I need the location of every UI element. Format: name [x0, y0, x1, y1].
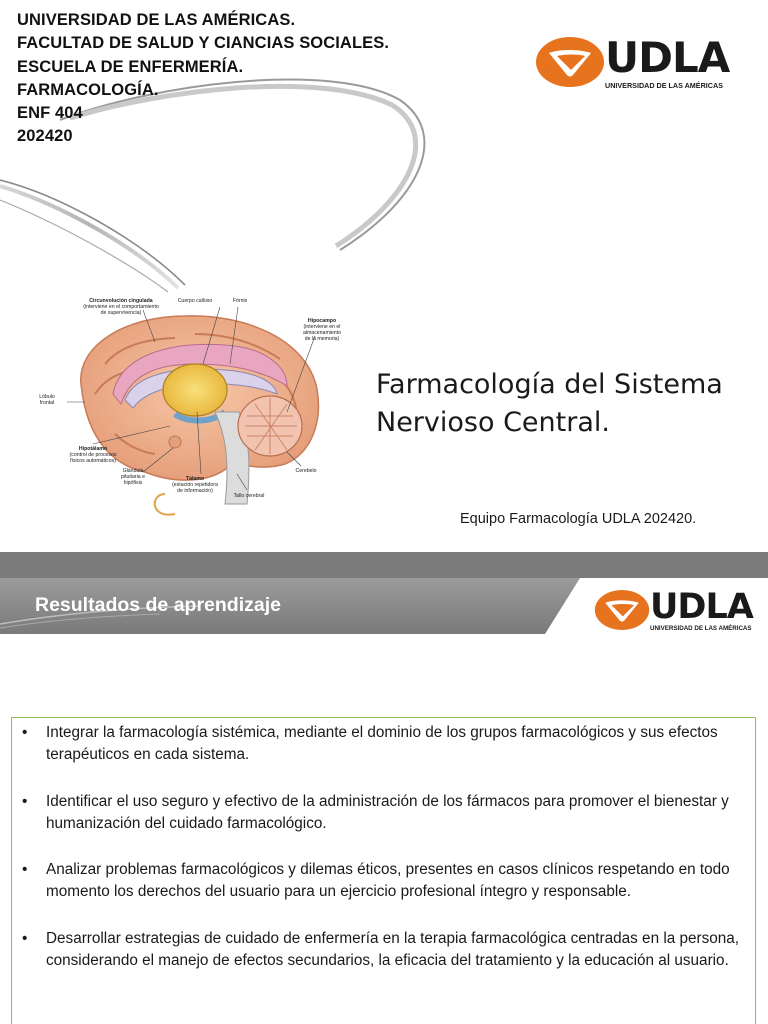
team-credit: Equipo Farmacología UDLA 202420.: [460, 511, 697, 527]
label-hipotalamo-note: (control de procesos: [69, 452, 117, 458]
udla-logo-mark-icon: [594, 589, 650, 631]
label-hipotalamo: Hipotálamo: [78, 446, 108, 452]
outcome-text: Integrar la farmacología sistémica, mediante el dominio de los grupos farmacológicos y sus efectos terapéuticos en cada sistema.: [46, 724, 718, 764]
header-line: ENF 404: [17, 104, 83, 123]
title-line: Farmacología del Sistema: [376, 369, 723, 400]
label-talamo: Tálamo: [185, 476, 205, 482]
label-hipocampo-note: (interviene en el: [303, 324, 341, 330]
label-hipocampo-note: almacenamiento: [302, 330, 342, 336]
label-circunvolucion-note: de supervivencia): [100, 310, 142, 316]
outcome-text: Desarrollar estrategias de cuidado de enfermería en la terapia farmacológica centradas en la persona, considerando el manejo de efectos secundarios, la eficacia del tratamiento y la educación al usuario.: [46, 929, 740, 970]
header-line: FACULTAD DE SALUD Y CIANCIAS SOCIALES.: [17, 34, 390, 53]
label-cuerpo-calloso: Cuerpo calloso: [177, 298, 213, 304]
header-line: ESCUELA DE ENFERMERÍA.: [17, 57, 244, 76]
label-glandula: hipófisis: [123, 480, 143, 486]
outcome-text: Analizar problemas farmacológicos y dilemas éticos, presentes en casos clínicos respetando en todo momento los derechos del usuario para un ejercicio profesional íntegro y responsable.: [46, 861, 730, 901]
presentation-title: [376, 366, 723, 442]
bullet-icon: •: [22, 861, 28, 879]
list-item: [22, 859, 747, 904]
label-tallo: Tallo cerebral: [233, 493, 265, 499]
label-talamo-note: (estación repetidora: [172, 482, 218, 488]
label-lobulo: Lóbulo: [39, 394, 55, 400]
label-hipocampo-note: de la memoria): [304, 336, 340, 342]
label-glandula: pituitaria e: [121, 474, 145, 480]
label-cerebelo: Cerebelo: [295, 468, 317, 474]
label-fornix: Fórnix: [232, 298, 248, 304]
logo-subtitle: UNIVERSIDAD DE LAS AMÉRICAS: [605, 81, 723, 90]
header-line: FARMACOLOGÍA.: [17, 80, 159, 99]
slide-separator: [0, 552, 768, 578]
label-circunvolucion-note: (interviene en el comportamiento: [83, 304, 159, 310]
udla-logo-mark-icon: [535, 36, 605, 88]
list-item: [22, 722, 747, 767]
learning-outcomes-slide: [0, 578, 768, 1024]
institution-header: [17, 9, 389, 149]
title-line: Nervioso Central.: [376, 407, 610, 438]
bullet-icon: •: [22, 724, 28, 741]
label-glandula: Glándula: [122, 468, 144, 474]
label-talamo-note: de información): [177, 488, 213, 494]
bullet-icon: •: [22, 929, 28, 947]
brain-illustration: [25, 294, 345, 524]
label-lobulo: frontal: [39, 400, 55, 406]
brain-diagram: [25, 294, 345, 524]
udla-logo: [535, 33, 730, 90]
label-hipocampo: Hipocampo: [307, 318, 337, 324]
bullet-icon: •: [22, 792, 28, 810]
slide-title: Resultados de aprendizaje: [35, 594, 281, 616]
outcomes-list: [22, 722, 747, 972]
udla-logo: [594, 589, 753, 632]
logo-subtitle: UNIVERSIDAD DE LAS AMÉRICAS: [650, 625, 752, 632]
logo-wordmark: UDLA: [605, 33, 730, 82]
logo-wordmark: UDLA: [650, 587, 753, 627]
header-line: UNIVERSIDAD DE LAS AMÉRICAS.: [17, 11, 296, 29]
header-line: 202420: [17, 127, 73, 146]
list-item: [22, 791, 747, 836]
list-item: [22, 928, 747, 973]
label-circunvolucion: Circunvolución cingulada: [89, 298, 153, 304]
outcome-text: Identificar el uso seguro y efectivo de la administración de los fármacos para promover el bienestar y humanización del cuidado farmacológico.: [46, 792, 729, 832]
label-hipotalamo-note: físicos automáticos): [70, 458, 116, 464]
learning-outcomes-box: [11, 717, 756, 1024]
